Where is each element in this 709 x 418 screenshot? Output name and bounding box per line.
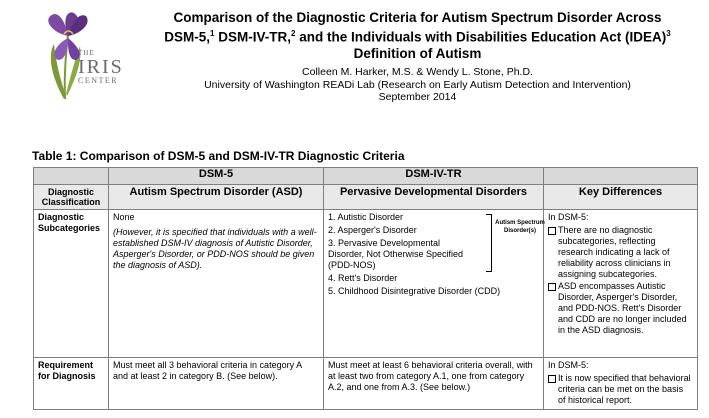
date: September 2014 (378, 91, 457, 103)
table-title: Table 1: Comparison of DSM-5 and DSM-IV-TR Diagnostic Criteria (32, 149, 405, 163)
list-item: 5. Childhood Disintegrative Disorder (CDD) (328, 286, 501, 296)
bracket-label: Autism Spectrum Disorder(s) (495, 220, 545, 234)
title-idea: and the Individuals with Disabilities Education Act (IDEA) (295, 29, 667, 45)
pdd-list (328, 212, 501, 297)
document-title (140, 10, 695, 62)
title-dsmiv: DSM-IV-TR, (214, 29, 291, 45)
dsm5-note: (However, it is specified that individuals with a well-established DSM-IV diagnosis of Autistic Disorder, Asperger's Disorder, or PDD-NOS should be given the diagnosis of ASD). (113, 227, 317, 270)
cell-key-requirement (544, 358, 698, 410)
pdd-list-wrap (328, 212, 545, 297)
cell-dsmiv-requirement: Must meet at least 6 behavioral criteria overall, with at least two from category A.1, one from category A.2, and one from A.3. (See below.) (324, 358, 544, 410)
key-list (548, 373, 693, 406)
footnote-1: 1 (210, 29, 215, 38)
iris-center-logo (20, 4, 140, 104)
key-list (548, 225, 693, 336)
title-dsm5: DSM-5, (164, 29, 211, 45)
key-item-text: It is now specified that behavioral criteria can be met on the basis of historical report. (558, 373, 691, 405)
col-key-differences: Key Differences (544, 185, 698, 210)
header-empty-2 (544, 168, 698, 185)
title-line-2 (140, 26, 695, 46)
footnote-2: 2 (291, 29, 296, 38)
list-item: 4. Rett's Disorder (328, 273, 398, 283)
table-row (34, 358, 698, 410)
col-pdd: Pervasive Developmental Disorders (324, 185, 544, 210)
cell-key-subcategories (544, 210, 698, 358)
checkbox-icon (548, 375, 556, 383)
list-item (548, 225, 693, 280)
col-asd: Autism Spectrum Disorder (ASD) (109, 185, 324, 210)
list-item: 2. Asperger's Disorder (328, 225, 417, 235)
comparison-table (33, 167, 698, 410)
table-header-row (34, 168, 698, 185)
cell-dsm5-subcategories (109, 210, 324, 358)
title-line-3: Definition of Autism (353, 45, 482, 61)
cell-dsm5-requirement: Must meet all 3 behavioral criteria in category A and at least 2 in category B. (See below). (109, 358, 324, 410)
row-label-subcategories: Diagnostic Subcategories (34, 210, 109, 358)
key-item-text: ASD encompasses Autistic Disorder, Asperger's Disorder, and PDD-NOS. Rett's Disorder and CDD are no longer included in the ASD diagnosis. (558, 281, 687, 335)
logo-wordmark (78, 50, 124, 85)
title-line-1: Comparison of the Diagnostic Criteria for Autism Spectrum Disorder Across (173, 10, 662, 25)
header-dsm5: DSM-5 (109, 168, 324, 185)
cell-pdd-subcategories (324, 210, 544, 358)
checkbox-icon (548, 283, 556, 291)
header-dsmiv: DSM-IV-TR (324, 168, 544, 185)
logo-the: THE (78, 49, 95, 57)
table-subheader-row (34, 185, 698, 210)
list-item (548, 373, 693, 406)
key-intro: In DSM-5: (548, 360, 589, 370)
table-row (34, 210, 698, 358)
list-item: 3. Pervasive Developmental Disorder, Not Otherwise Specified (PDD-NOS) (328, 238, 464, 270)
logo-iris: IRIS (78, 56, 124, 78)
affiliation: University of Washington READi Lab (Research on Early Autism Detection and Intervention) (204, 78, 631, 91)
footnote-3: 3 (666, 29, 671, 38)
dsm5-none: None (113, 212, 135, 222)
key-intro: In DSM-5: (548, 212, 589, 222)
key-item-text: There are no diagnostic subcategories, reflecting research indicating a lack of reliability across clinicians in assigning subcategories. (558, 225, 671, 279)
row-label-requirement: Requirement for Diagnosis (34, 358, 109, 410)
list-item: 1. Autistic Disorder (328, 212, 404, 222)
header-empty-1 (34, 168, 109, 185)
author-block (140, 66, 695, 104)
col-classification: Diagnostic Classification (34, 185, 109, 210)
logo-center: CENTER (78, 76, 119, 85)
list-item (548, 281, 693, 336)
authors: Colleen M. Harker, M.S. & Wendy L. Stone, Ph.D. (302, 66, 533, 78)
asd-bracket (486, 214, 492, 272)
checkbox-icon (548, 227, 556, 235)
